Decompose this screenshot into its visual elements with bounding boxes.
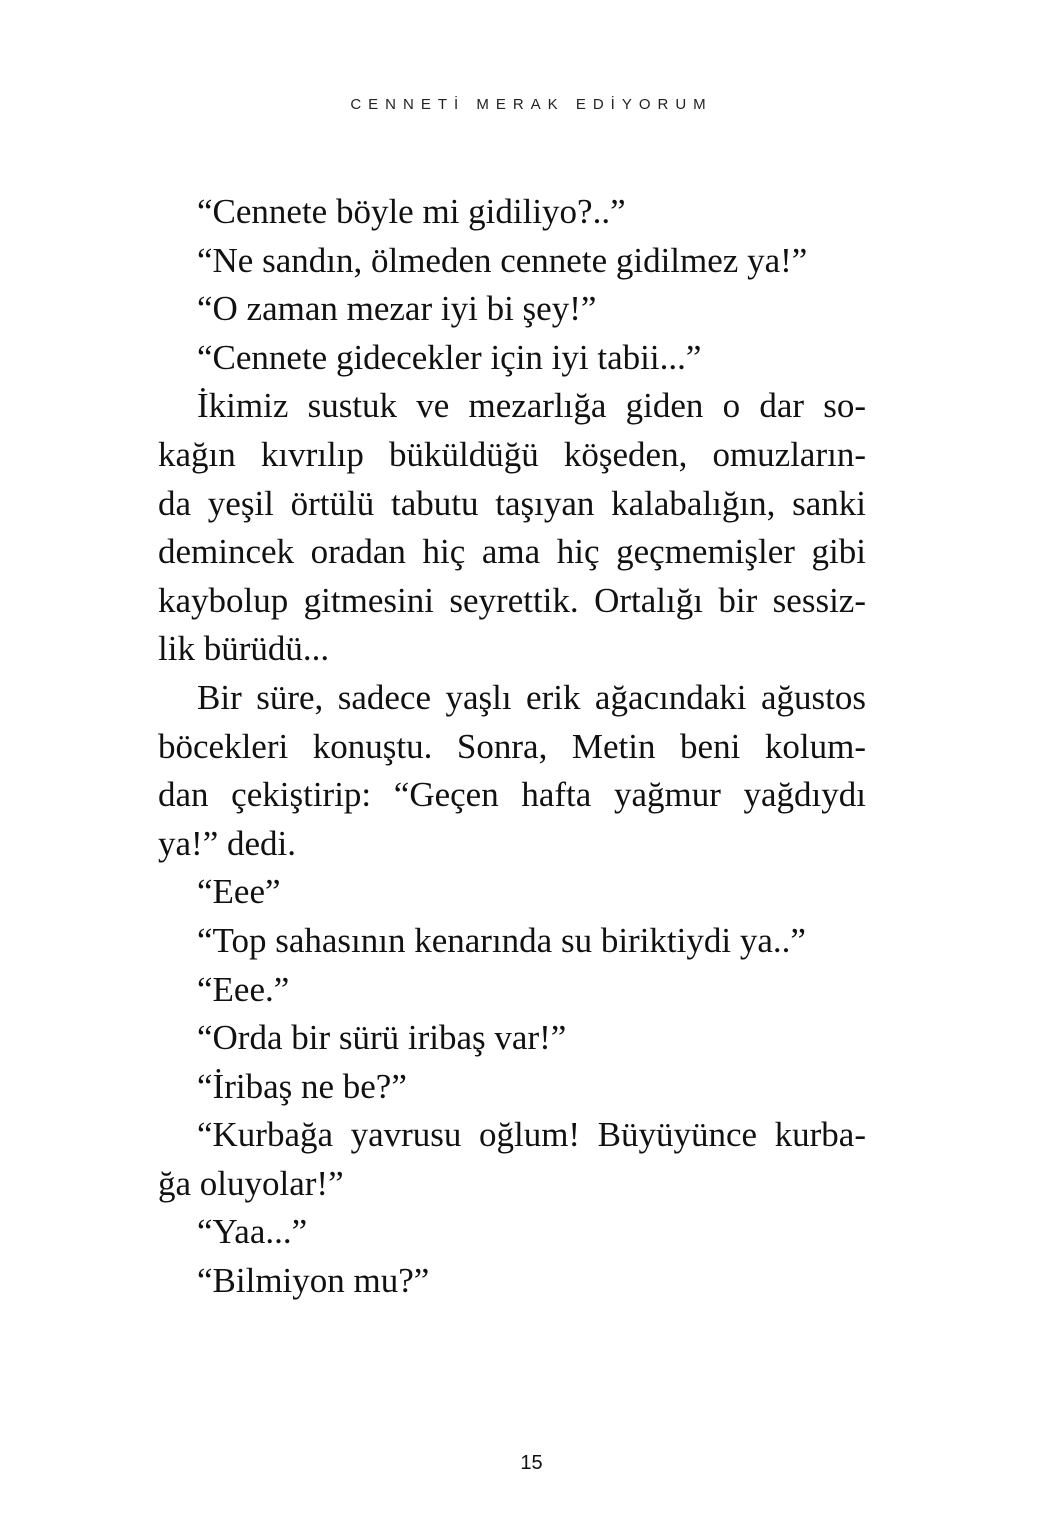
dialogue-line: “Orda bir sürü iribaş var!”	[197, 1018, 567, 1058]
paragraph-line: demincek oradan hiç ama hiç geçmemişler gibi	[158, 532, 866, 572]
paragraph-line: İkimiz sustuk ve mezarlığa giden o dar so-	[197, 386, 866, 426]
paragraph-line: da yeşil örtülü tabutu taşıyan kalabalığın, sanki	[158, 483, 866, 523]
dialogue-line: “İribaş ne be?”	[197, 1066, 407, 1106]
paragraph-line: dan çekiştirip: “Geçen hafta yağmur yağdıydı	[158, 775, 866, 815]
paragraph-line: ya!” dedi.	[158, 823, 296, 863]
running-head-title: CENNETİ MERAK EDİYORUM	[350, 96, 713, 113]
paragraph-line: kağın kıvrılıp büküldüğü köşeden, omuzların-	[158, 434, 866, 474]
dialogue-line: “Top sahasının kenarında su biriktiydi ya..”	[197, 920, 806, 960]
dialogue-line: “Kurbağa yavrusu oğlum! Büyüyünce kurba-	[197, 1115, 866, 1155]
paragraph-line: Bir süre, sadece yaşlı erik ağacındaki ağustos	[197, 677, 866, 717]
dialogue-line: “Cennete gidecekler için iyi tabii...”	[197, 337, 702, 377]
dialogue-line: “Bilmiyon mu?”	[197, 1261, 430, 1301]
dialogue-line: “Yaa...”	[197, 1212, 308, 1252]
paragraph-line: kaybolup gitmesini seyrettik. Ortalığı bir sessiz-	[158, 580, 866, 620]
dialogue-line: “Cennete böyle mi gidiliyo?..”	[197, 192, 626, 231]
page-number: 15	[520, 1452, 543, 1474]
dialogue-line: “Eee”	[197, 872, 281, 912]
dialogue-line: “Eee.”	[197, 969, 290, 1009]
dialogue-line: “O zaman mezar iyi bi şey!”	[197, 289, 597, 329]
body-text	[158, 188, 866, 1306]
dialogue-line: ğa oluyolar!”	[158, 1163, 344, 1203]
paragraph-line: lik bürüdü...	[158, 629, 330, 669]
dialogue-line: “Ne sandın, ölmeden cennete gidilmez ya!”	[197, 240, 808, 280]
paragraph-line: böcekleri konuştu. Sonra, Metin beni kolum-	[158, 726, 866, 766]
